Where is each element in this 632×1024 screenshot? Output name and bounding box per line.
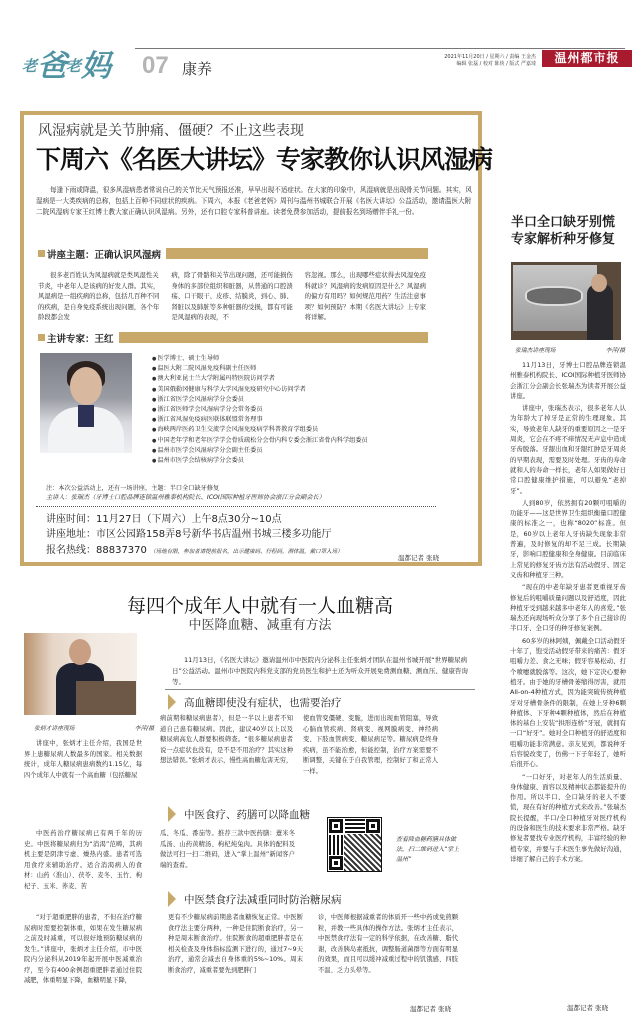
topic-column: 很多老百姓认为风湿病就是类风湿性关节炎，中老年人是该病的好发人群。其实，风湿病是一组疾病的总称，包括几百种不同的疾病，是自身免疫系统出现问题，各个年龄段都会发 [38,271,160,321]
paragraph: “现在的中老年缺牙患者更重视牙齿修复后的咀嚼质量问题以及舒适度，因此种植牙受到越来越多中老年人的喜爱。”张瑞杰还向现场听众分享了多个自己接诊的半口牙、全口牙的种牙修复案例。 [510,583,626,633]
dental-headline: 半口全口缺牙别慌 专家解析种牙修复 [511,215,616,247]
dotted-divider [36,506,436,507]
credential-item: ● 中国老年学和老年医学学会骨质疏松分会骨内科专委会浙江省骨内科学组委员 [152,436,442,446]
dental-photo [511,262,621,340]
article-column [318,913,458,976]
credential-item: ● 医学博士、硕士生导师 [152,354,442,364]
dental-photo-caption [515,345,625,354]
triangle-marker-icon [168,806,176,822]
diabetes-subheadline: 中医降血糖、减重有方法 [188,618,332,633]
topic-section-bar [38,248,428,259]
paragraph: 病前期和糖尿病患者），但是一半以上患者不知道自己患有糖尿病。因此，建议40岁以上以及糖尿病高危人群要积极筛查。“很多糖尿病患者说一点症状也没有，是不是不用治疗？其实这种想法错误。”张炳才表示，慢性高血糖危害无穷， [160,715,293,764]
photo-credit: 李萍/摄 [134,726,154,732]
note-line: 注：本次公益活动上，还有一场讲座，主题：半口全口缺牙修复 [46,485,220,492]
qr-caption: 查看降血糖药膳具体做法，扫二维码进入“掌上温州” [396,836,460,863]
credential-item: ● 温医大附二院风湿免疫科副主任医师 [152,364,442,374]
logo-char: 爸 [37,49,67,84]
paragraph: 11月13日，牙博士口腔品牌连锁温州雅泰机构院长、ICOI国际种植牙医师协会浙江分会副会长张瑞杰为读者开展公益讲座。 [510,361,626,400]
dental-article-body [510,360,626,866]
qr-finder [329,856,343,870]
note-line: 主讲人：张瑞杰（牙博士口腔品牌连锁温州雅泰机构院长、ICOI国际种植牙医师协会浙江分会副会长） [46,494,325,501]
lecture-time: 讲座时间：11月27日（下周六）上午8点30分~10点 [46,514,282,525]
triangle-marker-icon [168,694,176,710]
paragraph: 更有不少糖尿病前期患者血糖恢复正常。中医断食疗法主要分两种，一种是住院断食治疗，另一种是周末断食治疗。住院断食的超重肥胖者是在相关检查及身体指标监测下进行的，通过7~9天治疗，通常会减去自身体重的5%~10%。周末断食治疗，减重者要先到肥胖门 [168,914,303,974]
diabetes-byline: 温都记者 张晓 [410,1005,452,1013]
hotline-note: （场地有限，参加者请提前报名，出示健康码、行程码，测体温，戴口罩入场） [150,549,343,555]
caption-text: 张瑞杰讲座现场 [515,348,556,354]
section-title: 中医食疗、药膳可以降血糖 [184,808,310,821]
expert-section-bar [38,332,428,343]
diabetes-headline: 每四个成年人中就有一人血糖高 [126,595,393,617]
credential-item: ● 浙江省医师学会风湿病学分会常务委员 [152,405,442,415]
article-column [24,739,142,781]
credential-item: ● 澳大利亚昆士兰大学附属玛特医院访问学者 [152,374,442,384]
paragraph: 讲座中，张瑞杰表示，很多老年人认为年龄大了掉牙是正常的生理现象。其实，导致老年人缺牙的重要原因之一是牙周炎，它会在不疼不痒情况无声息中造成牙齿脱落。牙龈出血和牙龈红肿是牙周炎的早期表现，需要及时处理。牙齿的寿命就和人的寿命一样长，老年人如果做好日常口腔健康维护措施，可以避免“老掉牙”。 [510,404,626,495]
expert-label: 主讲专家：王红 [47,333,114,345]
article-column [160,829,295,871]
section-title: 高血糖即使没有症状，也需要治疗 [184,696,342,709]
lecture-venue: 讲座地址：市区公园路158弄8号新华书店温州书城三楼多功能厅 [46,529,332,540]
square-bullet-icon [38,334,45,341]
section-bar-fill [166,248,428,259]
triangle-marker-icon [168,891,176,907]
article-column [24,829,142,892]
lecture-headline: 下周六《名医大讲坛》专家教你认识风湿病 [36,145,493,174]
logo-char: 老 [22,57,38,75]
section-heading [168,806,310,822]
paragraph: “一口好牙，对老年人的生活质量、身体健康、面容以及精神状态都能提升的作用。所以半口、全口缺牙的老人不要慌，现在有好的种植方式来改善。”张瑞杰院长提醒，半口/全口种植牙对医疗机构的设备和医生的技术要求非常严格。缺牙修复者要找专业医疗机构，丰富经验的种植专家，并要与手术医生事先做好沟通，详细了解自己的手术方案。 [510,772,626,863]
divider [165,689,475,690]
qr-code[interactable] [327,817,382,872]
credential-item: ● 浙江省风湿免疫病医联体联盟常务理事 [152,415,442,425]
topic-column: 容忽视。那么，出现哪些症状得去风湿免疫科就诊？风湿病的发病原因是什么？风湿病的偏方有用吗？如何规范用药？生活注意事项？如何预防？本期《名医大讲坛》上专家将详解。 [304,271,427,321]
paragraph: 诊，中医师根据减重者的体质开一些中药或免煎颗粒，并教一些具体的操作方法。张炳才主任表示，中医禁食疗法有一定的科学依据，在改善糖、脂代谢，改善胰岛素抵抗，调整肠道菌群等方面有明显的效果，而且可以缓冲减重过程中的饥饿感、四肢不温、乏力头晕等。 [318,914,458,974]
lecture-byline: 温都记者 张晓 [398,554,440,562]
diabetes-intro: 11月13日，《名医大讲坛》邀请温州市中医院内分泌科主任张炳才团队在温州书城开展“世界糖尿病日”公益活动。温州市中医院内科党支部的党员医生和护士还为听众开展免费测血糖、测血压、健康咨询等。 [172,656,468,686]
expert-credentials [152,354,442,466]
issue-info [424,54,536,68]
issue-line: 2021年11月20日 / 星期六 / 责编 王金杰 [444,54,536,60]
diabetes-photo [24,633,137,715]
diabetes-photo-caption [34,723,154,732]
paragraph: 中医药治疗糖尿病已有两千年的历史。中医将糖尿病归为“消渴”范畴，其病机主要是阴津亏虚、燥热内盛。患者可选用食疗来辅助治疗。适合消渴病人的食材：山药（淮山）、茯苓、麦冬、玉竹、枸杞子、玉米、荞麦、苦 [24,830,142,890]
topic-label: 讲座主题：正确认识风湿病 [47,249,162,261]
expert-photo [40,353,132,453]
logo-char: 老 [66,57,82,75]
article-column [24,913,142,987]
credential-item: ● 美国俄勒冈健康与科学大学风湿免疫研究中心访问学者 [152,385,442,395]
credential-item: ● 温州市医学会结核病学分会委员 [152,456,442,466]
article-column [303,714,438,777]
masthead-rule [135,48,625,49]
section-logo [22,42,110,82]
paragraph: 使血管变僵硬、变脆，进而出现血管阻塞，导致心脑血管疾病、肾病变、视网膜病变、神经病变、下肢血管病变、糖尿病足等。糖尿病是终身疾病，虽不能治愈，但能控制，治疗方案需要不断调整，关键在于自我管理，控制好了和正常人一样。 [303,715,438,775]
section-bar-fill [119,332,428,343]
article-column [160,714,293,767]
square-bullet-icon [38,250,45,257]
lecture-subheadline: 风湿病就是关节肿痛、僵硬？不止这些表现 [38,123,304,139]
lecture-intro: 每逢下雨或降温，很多风湿病患者常说自己的关节比天气预报还准，早早出现不适症状。在大家的印象中，风湿病就是出现骨关节问题。其实，风湿病是一大类疾病的总称，包括上百种不同症状的疾病。下周六，本报《老爸老妈》周刊与温州书城联合开展《名医大讲坛》公益活动，邀请温医大附二院风湿病专家王红博士教大家正确认识风湿病。另外，还有口腔专家科普讲座。读者免费参加活动，提前报名到场赠伴手礼一份。 [36,186,472,216]
qr-finder [366,819,380,833]
qr-finder [329,819,343,833]
topic-column: 病，除了骨骼和关节出现问题，还可能损伤身体的多部位组织和脏器，从普通的口腔溃疡、口干眼干、皮疹、结膜炎，到心、肺、肾脏以及肺脏等多种脏器的受损，都有可能是风湿病的表现，不 [171,271,293,321]
issue-line: 编辑 张磊 / 校对 陈侠 / 版式 严嘉琦 [456,61,536,67]
dental-byline: 温都记者 张晓 [567,1004,609,1012]
paragraph: 60多岁的林阿姨，佩戴全口活动假牙十年了，饱受活动假牙带来的痛苦：假牙咀嚼力差、食之无味；假牙容易松动、打个喷嚏就脱落等。这次，她下定决心要种植牙。由于她的牙槽骨萎缩得厉害，就用All-on-4种植方式，因为能突破传统种植牙对牙槽骨条件的限制，在她上牙种6颗种植体、下牙种4颗种植体，然后在种植体的基台上安装“拱形连桥”牙冠，就拥有一口“好牙”。她对全口种植牙的舒适度和咀嚼功能非常满意。亲友见到，都说种牙后容貌改变了，仿佛一下子年轻了，她听后很开心。 [510,636,626,769]
paragraph: 人到80岁，依然拥有20颗可咀嚼的功能牙——这是世界卫生组织衡量口腔健康的标准之一，也称“8020”标准。但是，60岁以上老年人牙齿缺失现象非常普遍，及时修复的却不足三成。长期缺牙，影响口腔健康和全身健康。目前临床上常见的修复牙齿方法有活动假牙、固定义齿和种植牙三种。 [510,498,626,579]
photo-credit: 李萍/摄 [605,348,625,354]
logo-char: 妈 [81,49,111,84]
section-title: 中医禁食疗法减重同时防治糖尿病 [184,893,342,906]
page-number: 07 [142,52,169,79]
section-name: 康养 [182,60,213,78]
credential-item: ● 温州市医学会风湿病学分会副主任委员 [152,446,442,456]
topic-columns [38,270,428,323]
caption-text: 张炳才讲座现场 [34,726,75,732]
lecture-note [46,484,446,502]
section-heading [168,891,342,907]
paragraph: 瓜、冬瓜、番茄等。推荐三款中医药膳：薏米冬瓜汤、山药黄精汤、枸杞炖兔肉。具体的配料及做法可扫一扫二维码，进入“掌上温州”新闻客户端的查看。 [160,830,295,869]
paragraph: “对于超重肥胖的患者，不但在治疗糖尿病时需要控制体重，如果在发生糖尿病之前及时减重，可以很好地预防糖尿病的发生。”讲座中，张炳才主任介绍，市中医院内分泌科从2019年起开展中医减重治疗，至今有400余例超重肥胖者通过住院减肥，体重明显下降，血糖明显下降， [24,914,142,984]
article-column [168,913,303,976]
credential-item: ● 浙江省医学会风湿病学分会委员 [152,395,442,405]
newspaper-logo: 温州都市报 [542,50,632,67]
section-heading [168,694,342,710]
credential-item: ● 海峡两岸医药卫生交流学会风湿免疫病学科普教育学组委员 [152,425,442,435]
paragraph: 讲座中，张炳才主任介绍，我国是世界上患糖尿病人数最多的国家。相关数据统计，成年人糖尿病患病数约1.15亿，每四个成年人中就有一个高血糖（包括糖尿 [24,740,142,779]
hotline-number: 报名热线：88837370 [46,545,147,556]
